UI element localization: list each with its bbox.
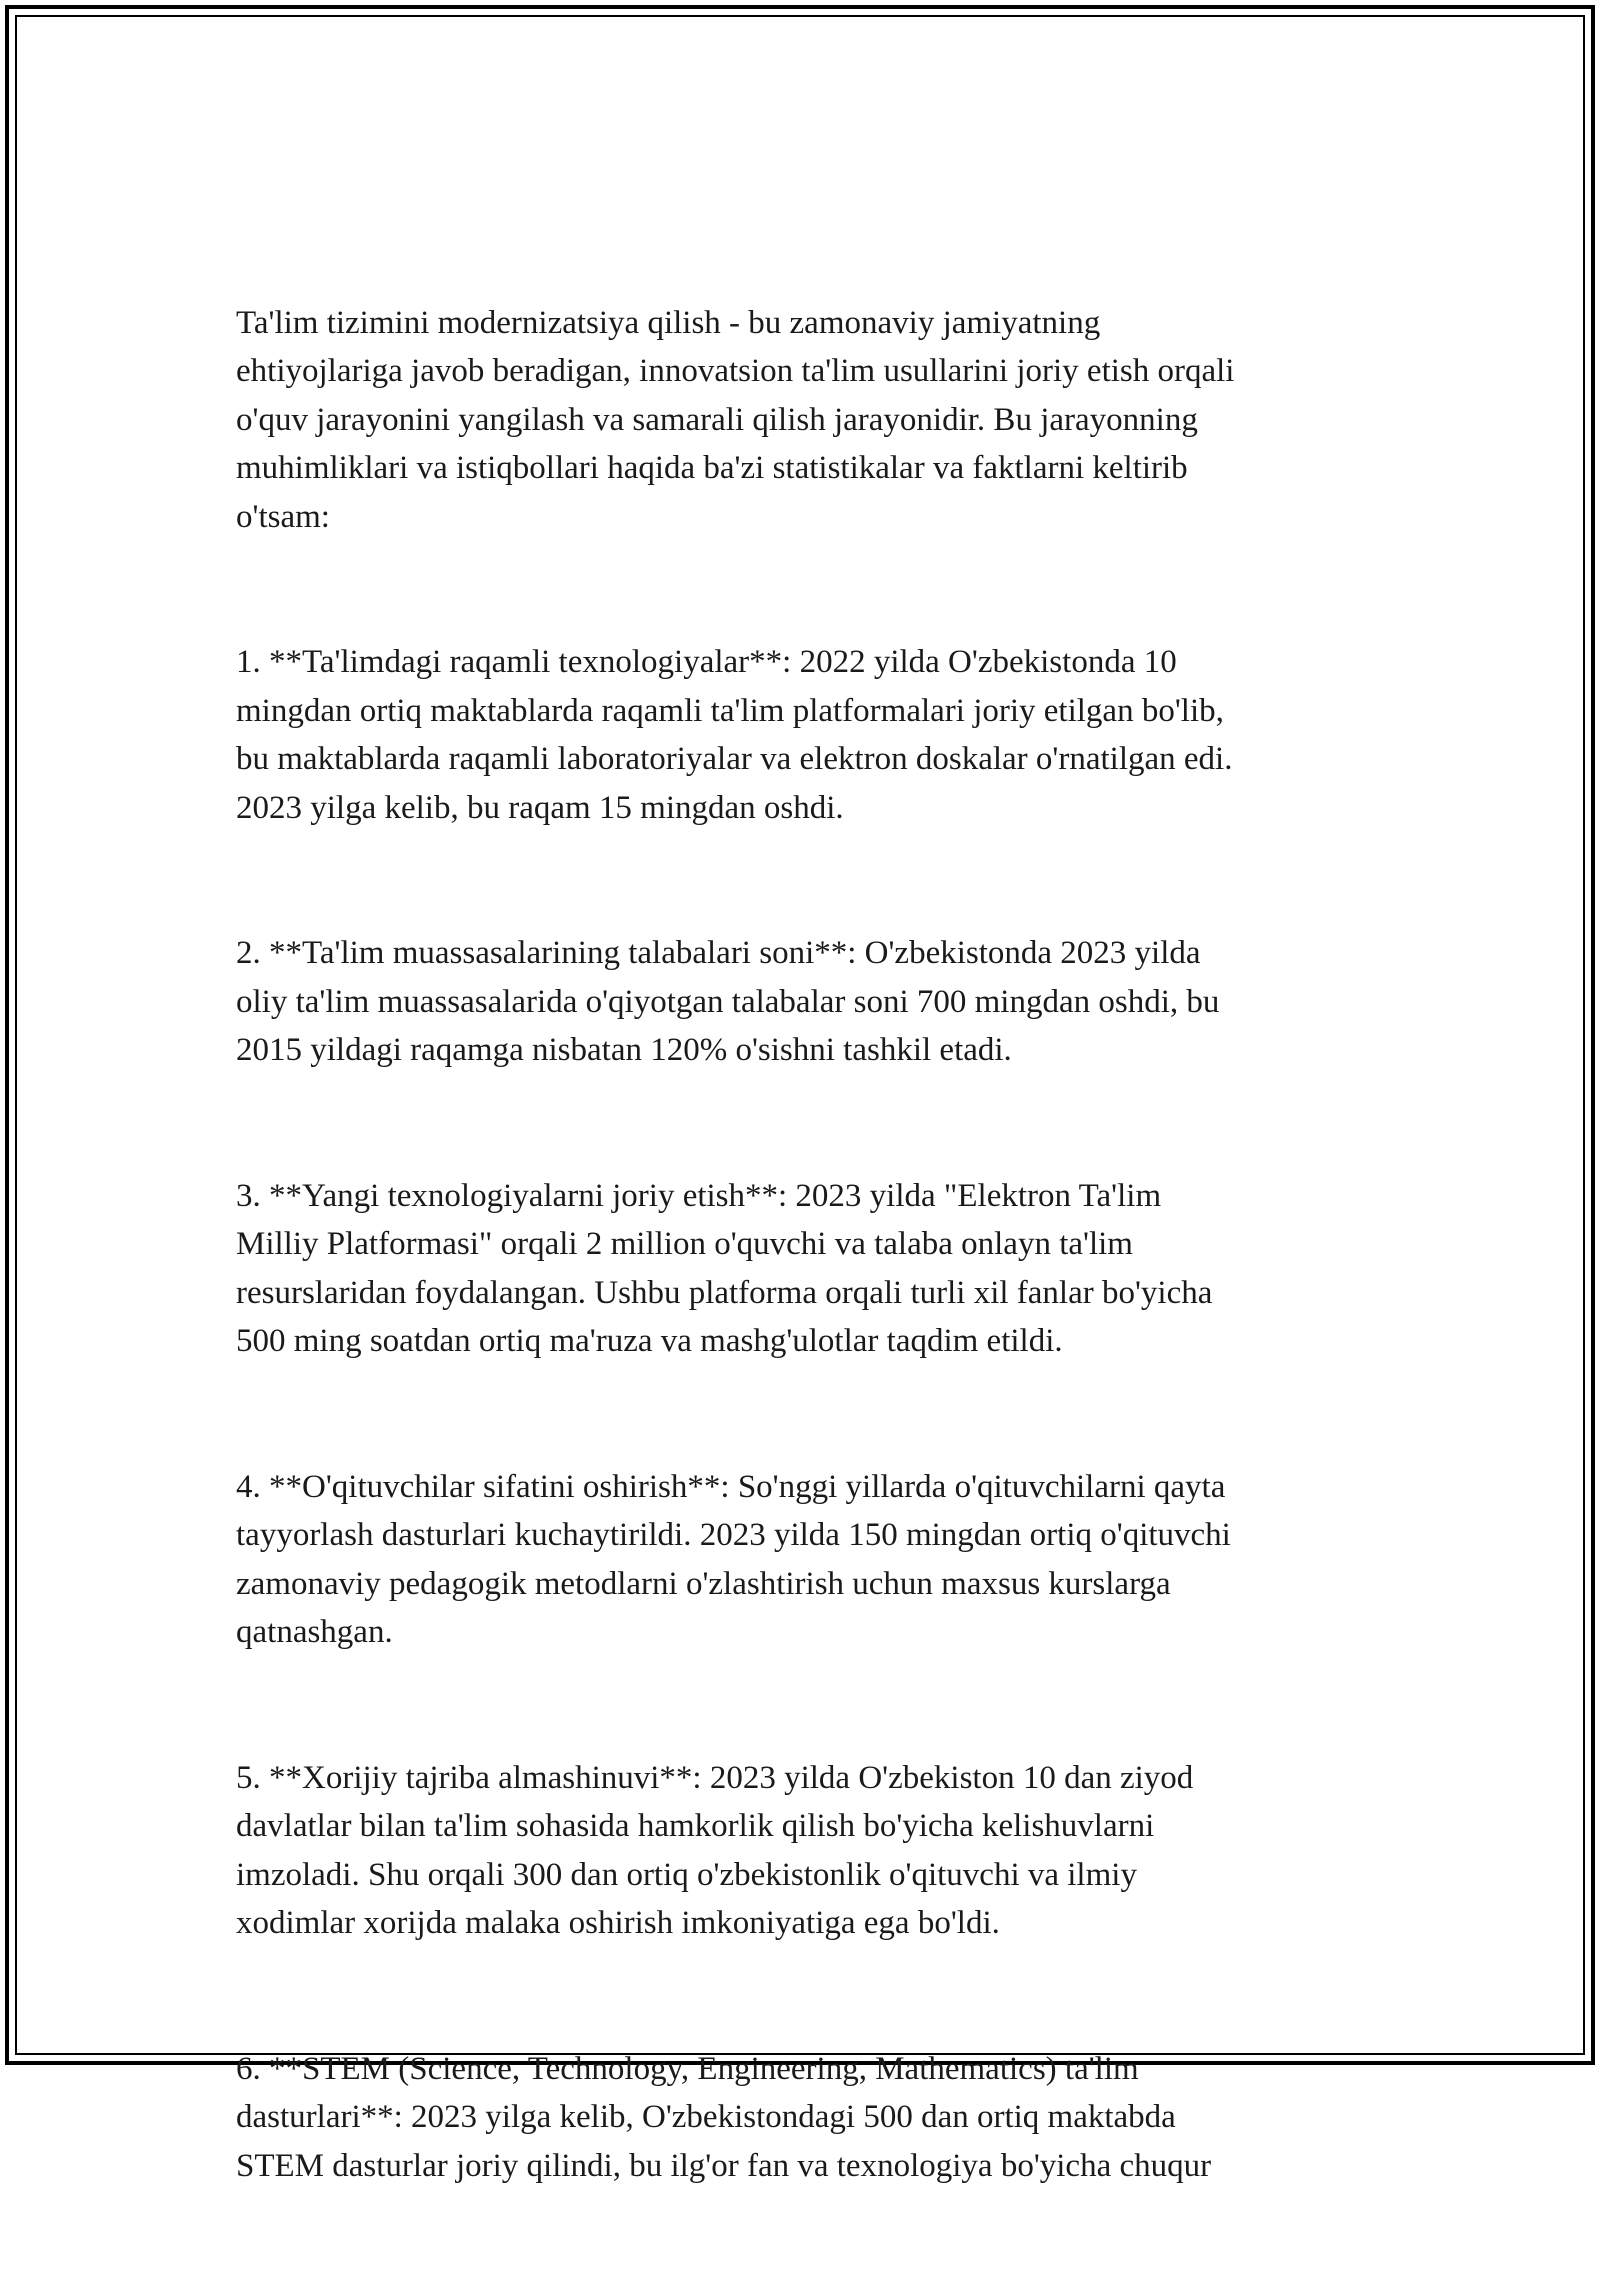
document-body: [236, 250, 1376, 2287]
list-item-3: 3. **Yangi texnologiyalarni joriy etish**: 2023 yilda "Elektron Ta'lim Milliy Platformasi" orqali 2 million o'quvchi va talaba onlayn ta'lim resurslaridan foydalangan. Ushbu platforma orqali turli xil fanlar bo'yicha 500 ming soatdan ortiq ma'ruza va mashg'ulotlar taqdim etildi.: [236, 1177, 1213, 1359]
list-item-2: 2. **Ta'lim muassasalarining talabalari soni**: O'zbekistonda 2023 yilda oliy ta'lim muassasalarida o'qiyotgan talabalar soni 700 mingdan oshdi, bu 2015 yildagi raqamga nisbatan 120% o'sishni tashkil etadi.: [236, 935, 1220, 1068]
list-item-1: 1. **Ta'limdagi raqamli texnologiyalar**: 2022 yilda O'zbekistonda 10 mingdan ortiq maktablarda raqamli ta'lim platformalari joriy etilgan bo'lib, bu maktablarda raqamli laboratoriyalar va elektron doskalar o'rnatilgan edi. 2023 yilga kelib, bu raqam 15 mingdan oshdi.: [236, 644, 1233, 826]
intro-paragraph: Ta'lim tizimini modernizatsiya qilish - bu zamonaviy jamiyatning ehtiyojlariga javob beradigan, innovatsion ta'lim usullarini joriy etish orqali o'quv jarayonini yangilash va samarali qilish jarayonidir. Bu jarayonning muhimliklari va istiqbollari haqida ba'zi statistikalar va faktlarni keltirib o'tsam:: [236, 304, 1235, 535]
list-item-5: 5. **Xorijiy tajriba almashinuvi**: 2023 yilda O'zbekiston 10 dan ziyod davlatlar bilan ta'lim sohasida hamkorlik qilish bo'yicha kelishuvlarni imzoladi. Shu orqali 300 dan ortiq o'zbekistonlik o'qituvchi va ilmiy xodimlar xorijda malaka oshirish imkoniyatiga ega bo'ldi.: [236, 1759, 1194, 1941]
list-item-4: 4. **O'qituvchilar sifatini oshirish**: So'nggi yillarda o'qituvchilarni qayta tayyorlash dasturlari kuchaytirildi. 2023 yilda 150 mingdan ortiq o'qituvchi zamonaviy pedagogik metodlarni o'zlashtirish uchun maxsus kurslarga qatnashgan.: [236, 1468, 1231, 1650]
list-item-6: 6. **STEM (Science, Technology, Engineering, Mathematics) ta'lim dasturlari**: 2023 yilga kelib, O'zbekistondagi 500 dan ortiq maktabda STEM dasturlar joriy qilindi, bu ilg'or fan va texnologiya bo'yicha chuqur: [236, 2050, 1212, 2184]
